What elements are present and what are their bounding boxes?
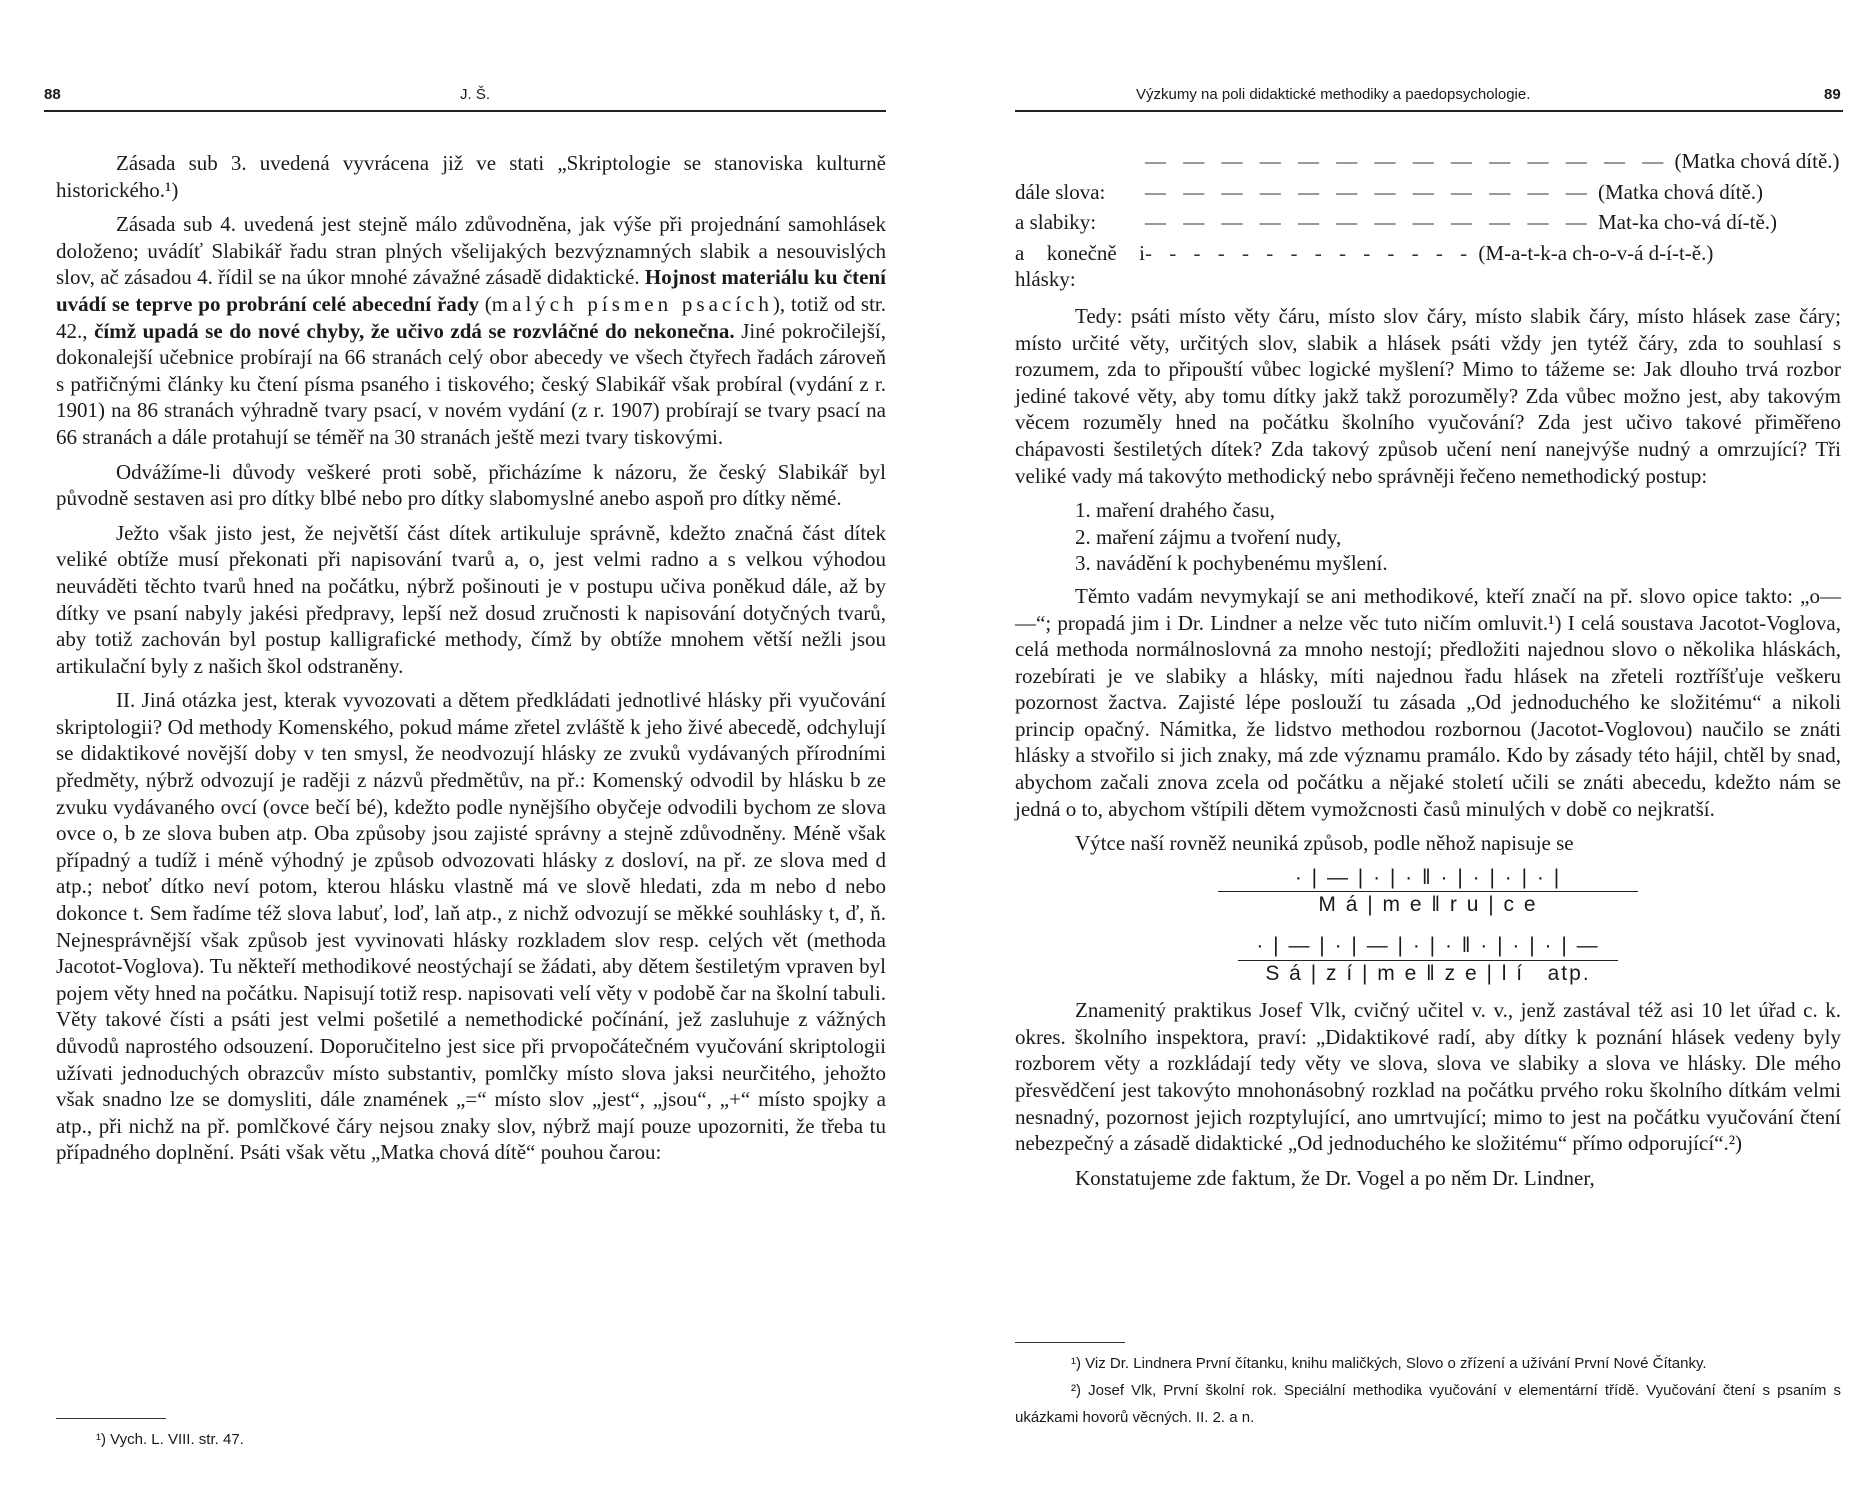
example-matka [1015, 865, 1841, 919]
page-number: 89 [1824, 86, 1841, 103]
right-page [931, 0, 1862, 1500]
example-letters: S á | z í | m e ‖ z e | l í [1265, 961, 1525, 985]
example-suffix: atp. [1547, 961, 1591, 985]
example-sazime [1015, 933, 1841, 987]
example-letters: M á | m e ‖ r u | c e [1318, 893, 1538, 917]
paragraph: Ježto však jisto jest, že největší část dítek artikuluje správně, kdežto značná část dítek veliké obtíže musí překonati při napisování tvarů a, o, jest velmi radno a s velkou výhodou neuváděti těchto tvarů hned na počátku, nýbrž pošinouti je v postupu učiva poněkud dále, až by dítky ve psaní nabyly jakési předpravy, lepší než dosud zručnosti k napisování dotyčných tvarů, aby totiž zachován byl postup kalligrafické methody, čímž by obtíže mnohem větší nežli jsou artikulační byly z našich škol odstraněny. [56, 520, 886, 678]
paragraph: Těmto vadám nevymykají se ani methodikové, kteří značí na př. slovo opice takto: „o— —“; propadá jim i Dr. Lindner a nelze věc tuto ničím omluvit.¹) I celá soustava Jacotot-Voglova, celá methoda normálnoslovná za mnoho nestojí; předložiti najednou slovo o několika hláskách, rozebírati je ve slabiky a hlásky, míti najednou řadu hlásek na zřeteli roztříšťuje veškeru pozornost žactva. Zajisté lépe poslouží tu zásada „Od jednoduchého ke složitému“ a nikoli princip opačný. Námitka, že lidstvo methodou rozbornou (Jacotot-Voglovou) naučilo se znáti hlásky a stvořilo si jich znaky, má zde významu pramálo. Kdo by zásady této hájil, chtěl by snad, abychom začali znova zcela od počátku a nějaké století učili se znáti abecedu, kdežto nám se jedná o to, abychom vštípili dětem vymožcnosti časů minulých v době co nejkratší. [1015, 583, 1841, 821]
row-label: a slabiky: [1015, 210, 1097, 235]
paragraph: Zásada sub 3. uvedená vyvrácena již ve stati „Skriptologie se stanoviska kulturně historického.¹) [56, 151, 886, 202]
breakdown-table: — — — — — — — — — — — — — — (Matka chová dítě.) dále slova: — — — — — — — — — — — — (Matka chová dítě.) a slabiky: — — — — — — — — — — — — Mat-ka cho-vá dí-tě.) a konečně i hlásky: - - - - - - - - - - - - - - (M-a-t-k-a ch-o-v-á d-í-t-ě.) [1015, 149, 1840, 292]
row-label [1015, 148, 1145, 175]
header-rule [44, 110, 886, 112]
header-rule [1015, 110, 1843, 112]
footnote: ²) Josef Vlk, První školní rok. Speciální methodika vyučování v elementární třídě. Vyučování čtení s psaním s ukázkami hovorů věcných. II. 2. a n. [1015, 1382, 1841, 1426]
paragraph: Tedy: psáti místo věty čáru, místo slov čáry, místo slabik čáry, místo hlásek zase čáry; místo určité věty, určitých slov, slabik a hlásek psáti vždy jen tytéž čáry, zda to souhlasí s rozumem, zda to připouští vůbec logické myšlení? Mimo to tážeme se: Jak dlouho trvá rozbor jediné takové věty, aby tomu dítky jakž takž porozuměly? Zda vůbec možno jest, aby takovým věcem rozuměly hned na počátku školního vyučování? Zda jest učivo takové přiměřeno chápavosti šestiletých dítek? Zda takový způsob učení není nanejvýše nudný a omrzující? Tři veliké vady má takovýto methodický nebo správněji řečeno nemethodický postup: [1015, 303, 1841, 488]
paragraph: II. Jiná otázka jest, kterak vyvozovati a dětem předkládati jednotlivé hlásky při vyučování skriptologii? Od methody Komenského, pokud máme zřetel zvláště k jeho živé abecedě, odchylují se didaktikové novější doby v ten smysl, že neodvozují hlásky ze zvuků vydávaných přírodními předměty, nýbrž odvozují je raději z názvů předmětův, na př.: Komenský odvodil by hlásku b ze zvuku vydávaného ovcí (ovce bečí bé), kdežto podle nynějšího obyčeje odvodili bychom ze slova ovce o, b ze slova buben atp. Oba způsoby jsou zajisté správny a stejně zdůvodněny. Méně však případný a tudíž i méně výhodný je způsob odvozovati hlásky z dosloví, na př. ze slova med d atp.; neboť dítko neví potom, kterou hlásku vlastně má ve slově hledati, zda m nebo d nebo dokonce t. Sem řadíme též slova labuť, loď, laň atp., z nichž odvozují se měkké souhlásky t, ď, ň. Nejnesprávnější však způsob jest vyvinovati hlásky rozkladem slov resp. celých vět (methoda Jacotot-Voglova). Tu někteří methodikové neostýchají se žádati, aby dětem šestiletým vpraven byl pojem věty hned na počátku. Napisují totiž resp. napisovati velí věty v podobě čar na školní tabuli. Věty takové čísti a psáti jest velmi pošetilé a nemethodické počínání, jež zasluhuje z vážných důvodů naprostého odsouzení. Doporučitelno jest sice při prvopočátečném vyučování skriptologii užívati jednoduchých obrazcův místo substantiv, pomlčky místo slova jaksi neurčitého, jehožto však snadno lze se domysliti, dále znamének „=“ místo slov „jest“, „jsou“, „+“ místo spojky a atp., při nichž na př. pomlčkové čáry nejsou znaky slov, nýbrž mají pouze upozorniti, že třeba tu případného doplnění. Psáti však větu „Matka chová dítě“ pouhou čarou: [56, 688, 886, 1165]
list-item: 1. maření drahého času, [1075, 498, 1276, 523]
paragraph: Odvážíme-li důvody veškeré proti sobě, přicházíme k názoru, že český Slabikář byl původně sestaven asi pro dítky blbé nebo pro dítky slabomyslné anebo aspoň pro dítky němé. [56, 459, 886, 511]
right-body [1015, 148, 1841, 1199]
list-item: 2. maření zájmu a tvoření nudy, [1075, 524, 1342, 549]
list-item: 3. navádění k pochybenému myšlení. [1075, 551, 1388, 576]
left-body [56, 150, 886, 1174]
footnote-rule [1015, 1342, 1125, 1343]
paragraph: Výtce naší rovněž neuniká způsob, podle něhož napisuje se [1075, 831, 1574, 856]
example-marks: · | — | · | — | · | · ‖ · | · | · | — [1256, 934, 1600, 958]
row-label: a konečně i hlásky: [1015, 240, 1145, 292]
running-head: Výzkumy na poli didaktické methodiky a paedopsychologie. [1136, 86, 1531, 103]
list [1075, 497, 1841, 577]
footnotes [1015, 1350, 1841, 1431]
footnote-rule [56, 1418, 166, 1419]
paragraph: Znamenitý praktikus Josef Vlk, cvičný učitel v. v., jenž zastával též asi 10 let úřad c. k. okres. školního inspektora, praví: „Didaktikové radí, aby dítky k poznání hlásek vedeny byly rozborem věty a rozkládají tedy věty ve slova, slova ve slabiky a slova ve hlásky. Dle mého přesvědčení jest takovýto mnohonásobný rozklad na počátku prvého roku školního dítkám velmi nesnadný, pozornost jejich rozptylující, ano umrtvující; mimo to jest na počátku vyučování čtení nebezpečný a zásadě didaktické „Od jednoduchého ke složitému“ přímo odporující“.²) [1015, 998, 1841, 1156]
footnote: ¹) Vych. L. VIII. str. 47. [96, 1431, 244, 1448]
footnote: ¹) Viz Dr. Lindnera První čítanku, knihu maličkých, Slovo o zřízení a užívání První Nové Čítanky. [1071, 1355, 1707, 1372]
running-head: J. Š. [460, 86, 491, 103]
paragraph: Konstatujeme zde faktum, že Dr. Vogel a po něm Dr. Lindner, [1075, 1165, 1595, 1190]
example-marks: · | — | · | · ‖ · | · | · | · | [1294, 865, 1562, 889]
paragraph: Zásada sub 4. uvedená jest stejně málo zdůvodněna, jak výše při projednání samohlásek doloženo; uvádíť Slabikář řadu stran plných všelijakých bezvýznamných slabik a nesouvislých slov, ač zásadou 4. řídil se na úkor mnohé závažné zásadě didaktické. Hojnost materiálu ku čtení uvádí se teprve po probrání celé abecední řady (malých písmen psacích), totiž od str. 42., čímž upadá se do nové chyby, že učivo zdá se rozvláčné do nekonečna. Jiné pokročilejší, dokonalejší učebnice probírají na 66 stranách celý obor abecedy ve všech čtyřech řadách zároveň s patřičnými články ku čtení písma psaného i tiskového; český Slabikář však probíral (vydání z r. 1901) na 86 stranách výhradně tvary psací, v novém vydání (z r. 1907) probírají se tvary psací na 66 stranách a dále protahují se téměř na 30 stranách ještě mezi tvary tiskovými. [56, 212, 887, 449]
page-number: 88 [44, 86, 61, 103]
row-label: dále slova: [1015, 179, 1106, 204]
